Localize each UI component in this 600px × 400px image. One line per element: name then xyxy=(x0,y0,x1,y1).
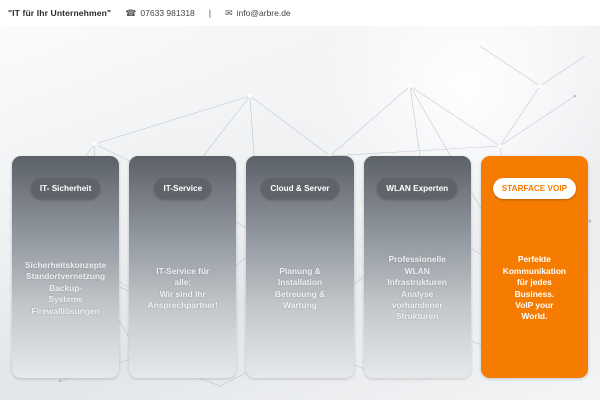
service-card-cloud-server[interactable] xyxy=(246,156,353,378)
card-body-line: Backup- xyxy=(49,282,83,293)
card-body-line: WLAN xyxy=(404,265,430,276)
service-card-starface-voip[interactable] xyxy=(481,156,588,378)
service-card-it-sicherheit[interactable] xyxy=(12,156,119,378)
card-body-line: Kommunikation xyxy=(502,265,567,276)
card-title-line: STARFACE xyxy=(501,184,546,193)
card-title-line: VOIP xyxy=(547,184,568,193)
card-body-line: Business. xyxy=(514,288,555,299)
card-body-text xyxy=(142,266,224,312)
mail-icon: ✉ xyxy=(225,7,233,18)
card-body-line: Sicherheitskonzepte xyxy=(24,259,107,270)
card-title-line: WLAN xyxy=(386,184,411,193)
card-body-line: VoIP your xyxy=(515,299,554,310)
card-body-text xyxy=(381,254,453,322)
card-title-line: Sicherheit xyxy=(51,184,92,193)
card-body-line: Analyse xyxy=(401,288,434,299)
email-contact[interactable] xyxy=(225,8,291,18)
card-title-line: Server xyxy=(304,184,330,193)
card-body-line: vorhandener xyxy=(391,299,443,310)
card-title-badge xyxy=(154,178,211,199)
card-body-line: Wir sind Ihr xyxy=(159,288,206,299)
card-title-line: IT-Service xyxy=(163,184,203,193)
card-body-line: Standortvernetzung xyxy=(26,271,106,282)
card-body-line: für jedes xyxy=(516,277,552,288)
card-body-line: Strukturen xyxy=(396,311,439,322)
phone-contact[interactable] xyxy=(125,8,195,18)
card-title-line: Experten xyxy=(413,184,449,193)
card-body-line: Betreuung & xyxy=(274,288,326,299)
card-title-badge xyxy=(493,178,576,199)
card-title-badge xyxy=(31,178,100,199)
card-title-line: IT- xyxy=(39,184,50,193)
phone-icon: ☎ xyxy=(125,7,137,18)
card-body-line: IT-Service für xyxy=(156,265,210,276)
card-title-badge xyxy=(377,178,457,199)
card-body-line: Planung & xyxy=(279,265,321,276)
card-title-line: Cloud & xyxy=(270,184,302,193)
card-body-line: Perfekte xyxy=(517,254,551,265)
service-card-wlan-experten[interactable] xyxy=(364,156,471,378)
card-body-text xyxy=(19,260,112,317)
card-body-line: Infrastrukturen xyxy=(387,277,447,288)
card-body-line: Systeme xyxy=(48,294,83,305)
service-card-list xyxy=(12,156,588,378)
card-body-line: Professionelle xyxy=(388,254,446,265)
card-title-badge xyxy=(261,178,338,199)
top-contact-bar xyxy=(0,0,600,26)
email-address: info@arbre.de xyxy=(236,8,291,18)
card-body-line: Ansprechpartner! xyxy=(147,299,218,310)
card-body-line: World. xyxy=(521,311,548,322)
card-body-line: Wartung xyxy=(283,299,317,310)
phone-number: 07633 981318 xyxy=(140,8,195,18)
card-body-line: Firewalllösungen xyxy=(31,305,100,316)
hero-section xyxy=(0,26,600,400)
card-body-line: alle: xyxy=(174,277,192,288)
card-body-text xyxy=(269,266,331,312)
card-body-line: Installation xyxy=(277,277,323,288)
card-body-text xyxy=(497,254,572,322)
contact-separator: | xyxy=(208,7,212,18)
company-slogan: "IT für Ihr Unternehmen" xyxy=(8,8,112,18)
service-card-it-service[interactable] xyxy=(129,156,236,378)
